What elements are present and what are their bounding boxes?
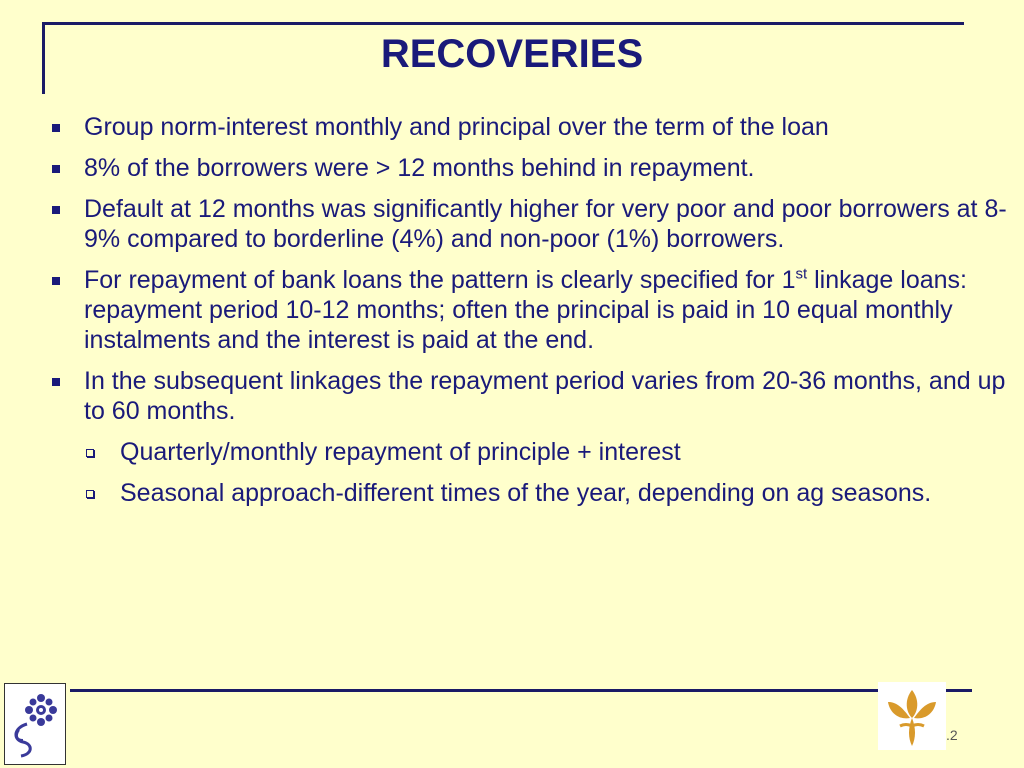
footer-rule bbox=[70, 689, 972, 692]
bullet-text: Default at 12 months was significantly higher for very poor and poor borrowers at 8-9% compared to borderline (4%) and non-poor (1%) borrowers. bbox=[84, 195, 1007, 253]
sub-bullet-item bbox=[48, 437, 1018, 467]
bullet-item bbox=[48, 112, 1018, 142]
sub-bullet-text: Seasonal approach-different times of the year, depending on ag seasons. bbox=[120, 479, 932, 507]
bullet-text-part: For repayment of bank loans the pattern is clearly specified for 1 bbox=[84, 266, 796, 294]
sub-bullet-item bbox=[48, 478, 1018, 508]
page-number: .2 bbox=[946, 727, 958, 743]
snowflake-swirl-logo-icon bbox=[4, 683, 66, 765]
bullet-list bbox=[48, 112, 1018, 519]
square-bullet-icon bbox=[52, 277, 60, 285]
square-bullet-icon bbox=[52, 378, 60, 386]
hollow-square-bullet-icon bbox=[86, 449, 94, 457]
bullet-text: 8% of the borrowers were > 12 months behind in repayment. bbox=[84, 154, 755, 182]
hollow-square-bullet-icon bbox=[86, 490, 94, 498]
sub-bullet-text: Quarterly/monthly repayment of principle + interest bbox=[120, 438, 681, 466]
bullet-item bbox=[48, 366, 1018, 426]
bullet-text: In the subsequent linkages the repayment period varies from 20-36 months, and up to 60 months. bbox=[84, 367, 1006, 425]
superscript: st bbox=[795, 265, 808, 283]
bullet-text-part: linkage loans: repayment period 10-12 months; often the principal is paid in 10 equal monthly instalments and the interest is paid at the end. bbox=[84, 266, 967, 354]
bullet-item bbox=[48, 153, 1018, 183]
square-bullet-icon bbox=[52, 124, 60, 132]
bullet-text: Group norm-interest monthly and principal over the term of the loan bbox=[84, 113, 829, 141]
slide-title: RECOVERIES bbox=[380, 32, 644, 76]
lily-flower-logo-icon bbox=[878, 682, 946, 750]
square-bullet-icon bbox=[52, 206, 60, 214]
bullet-item bbox=[48, 194, 1018, 254]
bullet-item bbox=[48, 265, 1018, 355]
title-rule-top bbox=[42, 22, 964, 25]
square-bullet-icon bbox=[52, 165, 60, 173]
